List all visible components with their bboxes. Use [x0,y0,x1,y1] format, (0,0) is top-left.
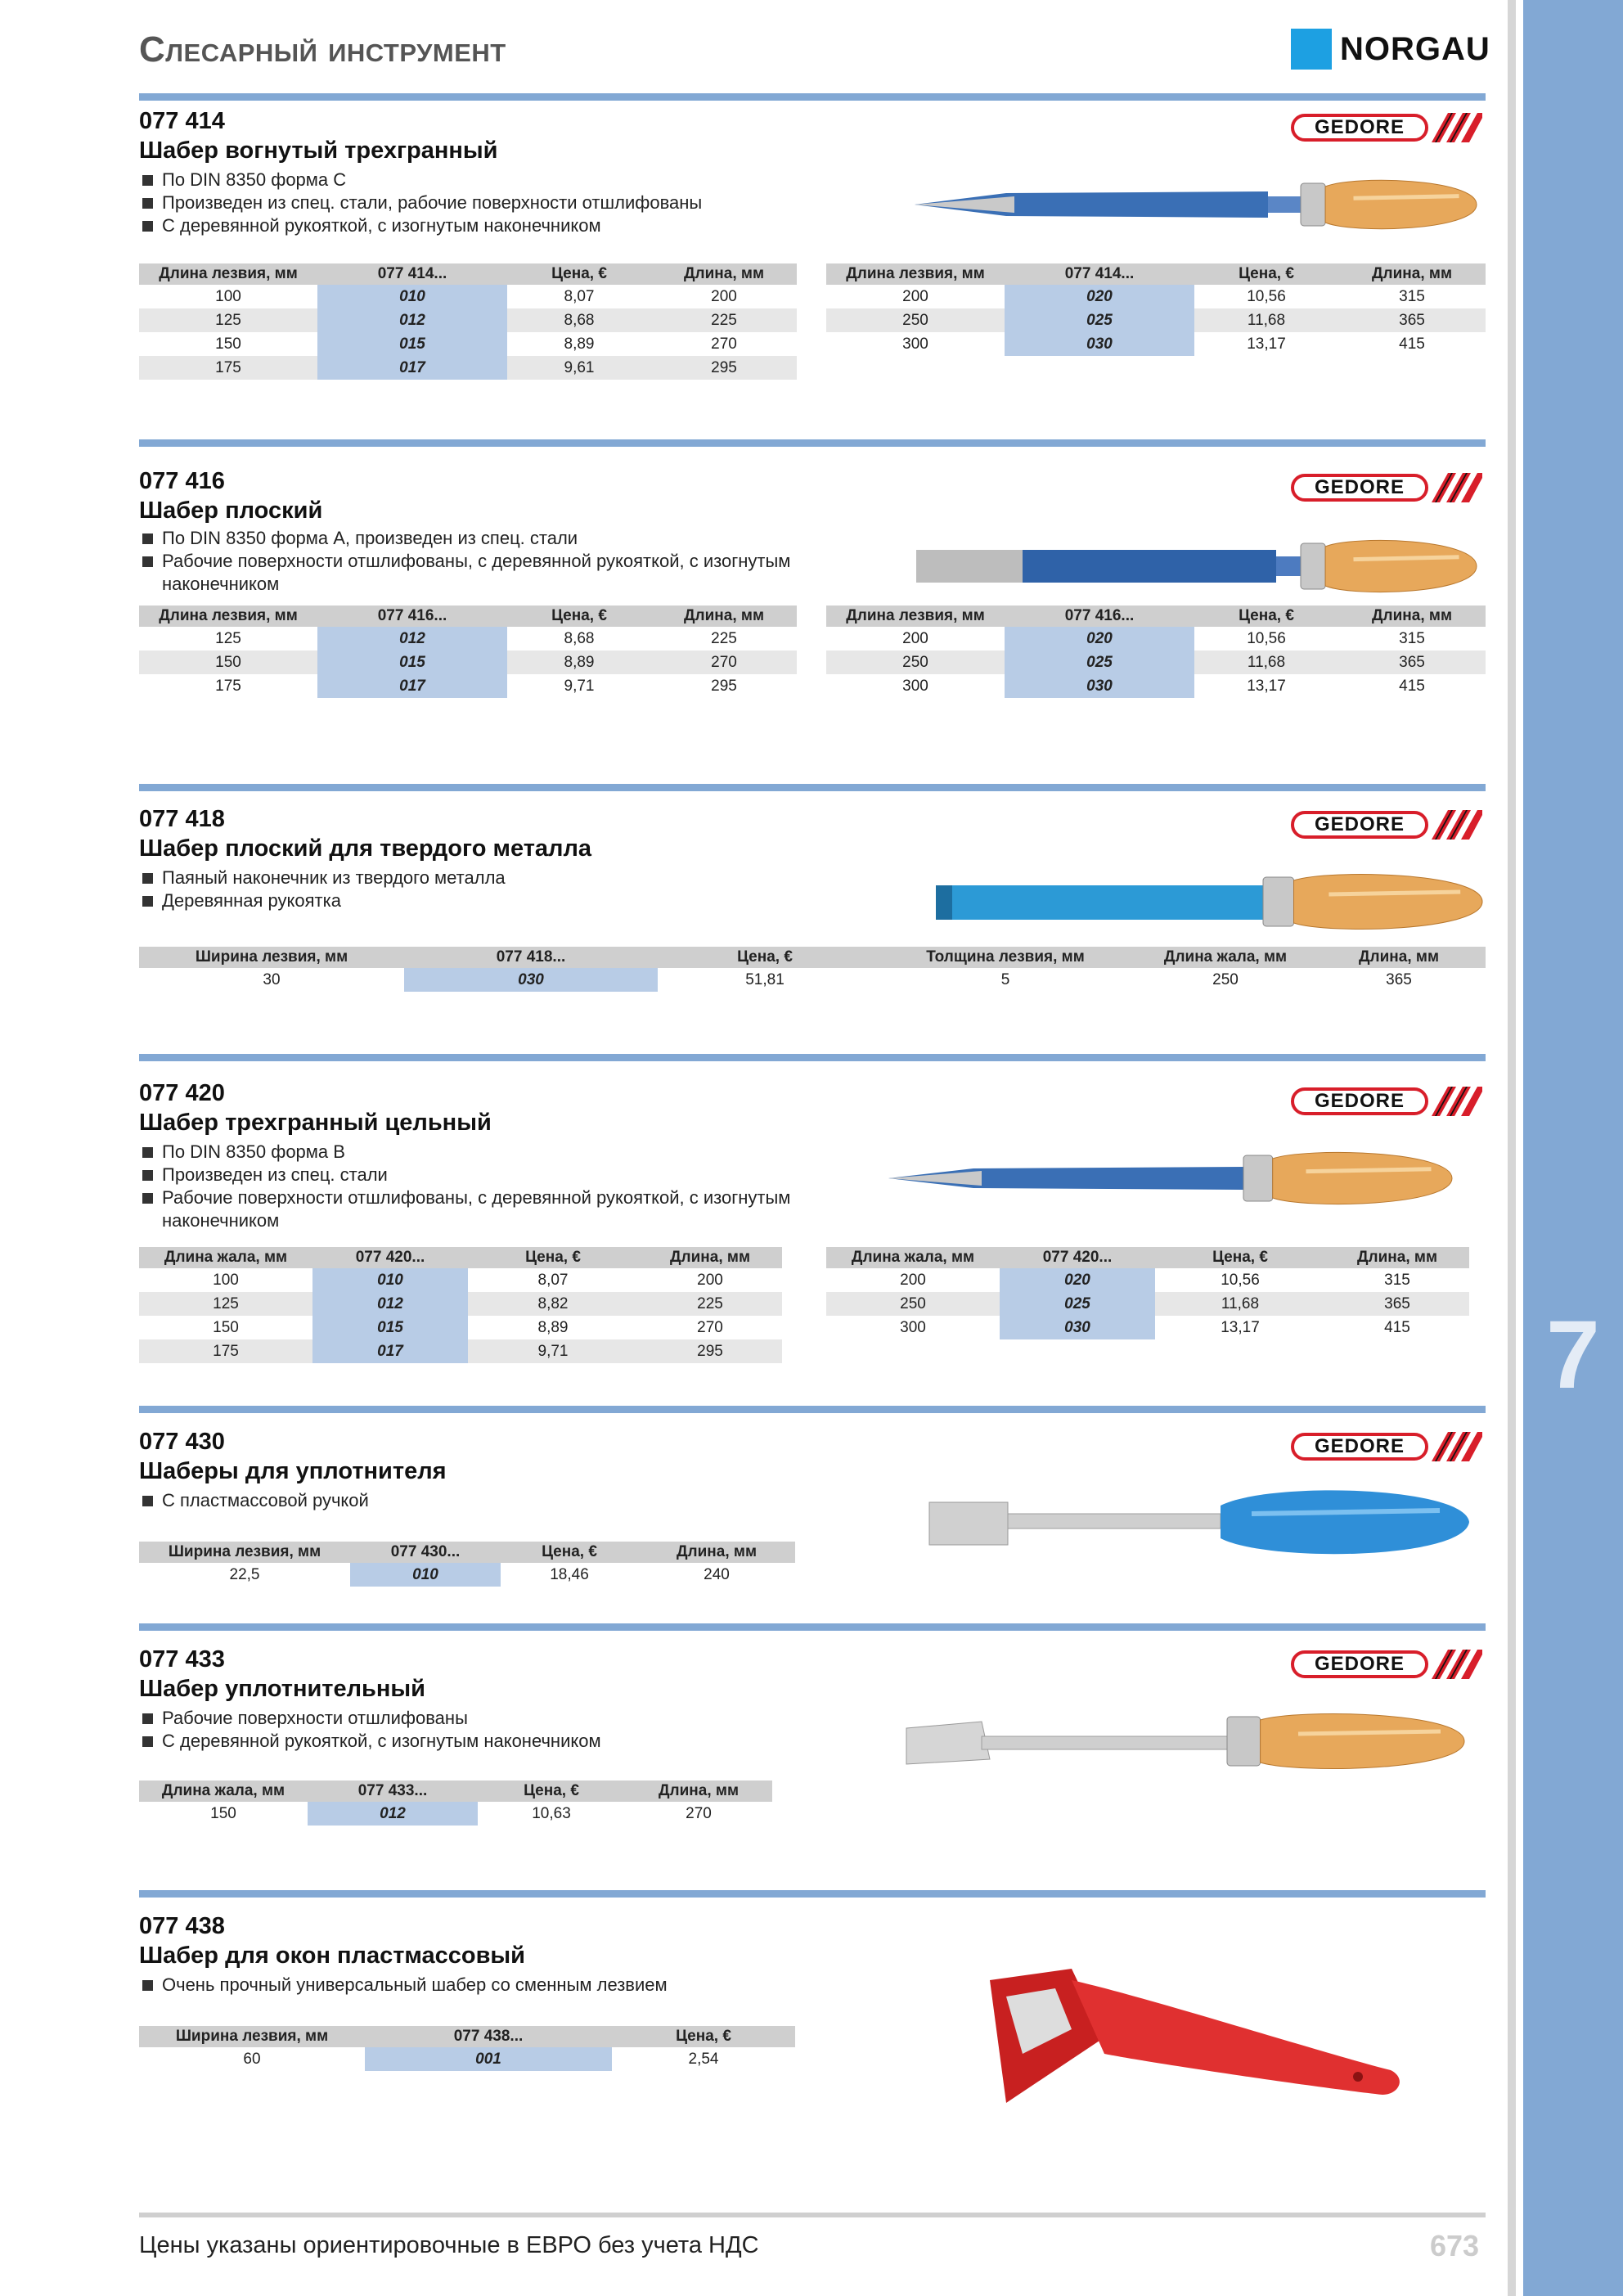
spec-table [139,606,797,698]
section-rule [139,1890,1486,1898]
table-row [139,1563,795,1587]
table-cell: 11,68 [1155,1292,1325,1316]
side-divider [1508,0,1516,2296]
article-code-cell: 001 [365,2047,612,2071]
product-name: Шабер для окон пластмассовый [139,1943,526,1969]
feature-item: По DIN 8350 форма В [142,1141,813,1164]
feature-item: Очень прочный универсальный шабер со сменным лезвием [142,1974,813,1997]
table-cell: 415 [1399,678,1425,695]
spec-table [139,1247,782,1363]
table-row [139,1292,782,1316]
spec-table [139,1781,772,1826]
table-cell: 200 [711,288,737,305]
table-cell: 11,68 [1194,651,1338,674]
feature-item: Произведен из спец. стали, рабочие поверхности отшлифованы [142,191,813,214]
table-cell: 13,17 [1221,1319,1260,1336]
gedore-wordmark: GEDORE [1291,474,1428,502]
feature-item: Произведен из спец. стали [142,1164,813,1186]
article-code-cell: 017 [312,1339,468,1363]
feature-item: Паяный наконечник из твердого металла [142,867,813,889]
table-row [139,968,1486,992]
table-row [139,674,797,698]
table-cell: 10,56 [1247,630,1286,647]
article-code-cell: 010 [312,1268,468,1292]
table-cell: 365 [1386,971,1412,988]
table-cell: 125 [215,630,241,647]
window-scraper-icon [982,1964,1407,2111]
table-header-row [139,606,797,627]
table-cell: 9,71 [564,678,595,695]
table-row [826,674,1486,698]
spec-table [826,606,1486,698]
gedore-wordmark: GEDORE [1291,1650,1428,1678]
table-cell: 175 [139,356,317,380]
table-row [139,2047,795,2071]
gedore-logo [1291,1085,1482,1118]
table-cell: 415 [1384,1319,1410,1336]
section-rule [139,93,1486,101]
column-header: Длина, мм [625,1781,772,1802]
gedore-wordmark: GEDORE [1291,114,1428,142]
gedore-slashes-icon [1432,113,1482,142]
feature-list [142,169,813,237]
table-cell: 51,81 [745,971,785,988]
table-row [139,627,797,651]
table-cell: 315 [1399,288,1425,305]
sealing-scraper-icon [900,1704,1472,1777]
feature-list [142,1974,813,1997]
gedore-logo [1291,111,1482,144]
section-rule [139,1054,1486,1061]
column-header: 077 438... [365,2026,612,2047]
table-row [826,1268,1469,1292]
feature-item: Рабочие поверхности отшлифованы, с деревянной рукояткой, с изогнутым наконечником [142,1186,813,1232]
article-code-cell: 017 [317,674,507,698]
table-cell: 270 [651,651,797,674]
article-code-cell: 010 [350,1563,501,1587]
table-cell: 175 [139,1339,312,1363]
table-cell: 200 [900,1272,926,1289]
feature-item: С деревянной рукояткой, с изогнутым наконечником [142,1730,813,1753]
article-code-cell: 012 [317,308,507,332]
gedore-logo [1291,471,1482,504]
chapter-number: 7 [1546,1301,1600,1409]
table-cell: 365 [1338,651,1486,674]
article-code-cell: 015 [312,1316,468,1339]
table-row [139,1268,782,1292]
column-header: 077 430... [350,1542,501,1563]
table-cell: 22,5 [229,1566,260,1583]
solid-triangular-scraper-icon [883,1146,1456,1211]
table-cell: 2,54 [688,2051,719,2068]
column-header: 077 414... [317,263,507,285]
table-cell: 8,07 [564,288,595,305]
column-header: 077 414... [1005,263,1194,285]
column-header: Длина лезвия, мм [826,263,1005,285]
table-cell: 200 [902,630,928,647]
table-row [826,332,1486,356]
column-header: Ширина лезвия, мм [139,947,404,968]
table-cell: 270 [711,335,737,353]
gedore-logo [1291,1648,1482,1681]
table-cell: 8,89 [537,1319,569,1336]
column-header: Толщина лезвия, мм [872,947,1139,968]
table-cell: 300 [902,678,928,695]
column-header: Длина жала, мм [139,1247,312,1268]
spec-table [139,1542,795,1587]
article-code-cell: 030 [1005,674,1194,698]
column-header: Длина лезвия, мм [139,263,317,285]
table-row [826,285,1486,308]
table-row [826,1316,1469,1339]
article-code-cell: 017 [317,356,507,380]
table-row [139,332,797,356]
table-cell: 295 [711,678,737,695]
gedore-wordmark: GEDORE [1291,1087,1428,1115]
table-cell: 60 [243,2051,261,2068]
column-header: Цена, € [1194,606,1338,627]
column-header: Цена, € [1155,1247,1325,1268]
column-header: 077 420... [312,1247,468,1268]
table-cell: 10,56 [1221,1272,1260,1289]
table-cell: 315 [1399,630,1425,647]
spec-table [826,1247,1469,1339]
table-header-row [139,1542,795,1563]
table-cell: 250 [826,651,1005,674]
column-header: Цена, € [478,1781,625,1802]
table-cell: 365 [1338,308,1486,332]
product-name: Шабер плоский для твердого металла [139,835,591,862]
product-name: Шаберы для уплотнителя [139,1458,447,1484]
feature-item: С пластмассовой ручкой [142,1489,813,1512]
table-row [826,308,1486,332]
column-header: Цена, € [468,1247,638,1268]
feature-list [142,527,813,596]
product-code: 077 430 [139,1429,225,1455]
table-header-row [139,1781,772,1802]
section-rule [139,784,1486,791]
table-cell: 250 [826,308,1005,332]
column-header: Ширина лезвия, мм [139,1542,350,1563]
article-code-cell: 030 [1000,1316,1155,1339]
article-code-cell: 010 [317,285,507,308]
article-code-cell: 015 [317,651,507,674]
column-header: Длина, мм [1338,263,1486,285]
carbide-scraper-icon [933,869,1486,934]
column-header: Цена, € [658,947,872,968]
product-code: 077 416 [139,468,225,494]
table-cell: 175 [215,678,241,695]
product-code: 077 420 [139,1080,225,1106]
table-cell: 9,61 [507,356,651,380]
section-rule [139,1623,1486,1631]
spec-table [139,263,797,380]
table-cell: 240 [704,1566,730,1583]
article-code-cell: 030 [404,968,658,992]
article-code-cell: 020 [1005,627,1194,651]
page-number: 673 [1430,2229,1480,2262]
gedore-wordmark: GEDORE [1291,811,1428,839]
gedore-slashes-icon [1432,1432,1482,1461]
article-code-cell: 025 [1005,308,1194,332]
table-cell: 5 [1000,971,1010,988]
gedore-logo [1291,1430,1482,1463]
column-header: Длина, мм [651,606,797,627]
table-cell: 225 [651,308,797,332]
table-row [139,285,797,308]
article-code-cell: 012 [308,1802,478,1826]
product-name: Шабер плоский [139,497,323,524]
table-cell: 300 [900,1319,926,1336]
feature-list [142,867,813,912]
table-header-row [139,947,1486,968]
feature-item: По DIN 8350 форма А, произведен из спец. стали [142,527,813,550]
section-rule [139,439,1486,447]
table-cell: 8,89 [507,651,651,674]
triangular-scraper-icon [908,172,1481,237]
column-header: 077 420... [1000,1247,1155,1268]
gedore-slashes-icon [1432,1087,1482,1116]
column-header: 077 416... [317,606,507,627]
table-cell: 10,63 [532,1805,571,1822]
column-header: Цена, € [507,263,651,285]
table-cell: 8,82 [468,1292,638,1316]
norgau-wordmark: NORGAU [1340,30,1490,67]
table-cell: 300 [902,335,928,353]
table-cell: 30 [263,971,281,988]
column-header: Длина, мм [651,263,797,285]
feature-item: Рабочие поверхности отшлифованы [142,1707,813,1730]
table-cell: 150 [215,335,241,353]
section-rule [139,1406,1486,1413]
column-header: Цена, € [501,1542,638,1563]
norgau-logo [1291,28,1490,70]
column-header: 077 416... [1005,606,1194,627]
table-cell: 11,68 [1194,308,1338,332]
column-header: Длина жала, мм [826,1247,1000,1268]
feature-item: По DIN 8350 форма С [142,169,813,191]
product-code: 077 433 [139,1646,225,1672]
table-header-row [826,606,1486,627]
gedore-logo [1291,808,1482,841]
article-code-cell: 025 [1000,1292,1155,1316]
table-cell: 270 [697,1319,723,1336]
footer-note: Цены указаны ориентировочные в ЕВРО без учета НДС [139,2232,759,2258]
column-header: Длина, мм [1325,1247,1469,1268]
product-code: 077 414 [139,108,225,134]
table-cell: 150 [139,651,317,674]
norgau-square-icon [1291,29,1332,70]
table-row [139,651,797,674]
table-cell: 8,68 [507,308,651,332]
table-cell: 18,46 [550,1566,589,1583]
column-header: 077 433... [308,1781,478,1802]
article-code-cell: 012 [312,1292,468,1316]
column-header: Цена, € [612,2026,795,2047]
feature-item: Рабочие поверхности отшлифованы, с деревянной рукояткой, с изогнутым наконечником [142,550,813,596]
column-header: Длина, мм [638,1247,782,1268]
feature-item: Деревянная рукоятка [142,889,813,912]
table-cell: 225 [711,630,737,647]
table-cell: 100 [215,288,241,305]
product-name: Шабер трехгранный цельный [139,1110,492,1136]
table-cell: 125 [139,308,317,332]
spec-table [139,2026,795,2071]
column-header: Длина лезвия, мм [139,606,317,627]
table-cell: 10,56 [1247,288,1286,305]
table-cell: 315 [1384,1272,1410,1289]
product-code: 077 438 [139,1913,225,1939]
table-row [139,1339,782,1363]
table-row [139,356,797,380]
article-code-cell: 012 [317,627,507,651]
table-cell: 8,68 [564,630,595,647]
table-cell: 9,71 [468,1339,638,1363]
table-cell: 13,17 [1247,678,1286,695]
table-cell: 225 [638,1292,782,1316]
article-code-cell: 020 [1005,285,1194,308]
spec-table [826,263,1486,356]
product-name: Шабер вогнутый трехгранный [139,137,498,164]
table-cell: 100 [213,1272,239,1289]
column-header: Цена, € [1194,263,1338,285]
article-code-cell: 030 [1005,332,1194,356]
sealant-scraper-icon [924,1481,1481,1563]
table-header-row [826,1247,1469,1268]
table-row [139,308,797,332]
product-code: 077 418 [139,806,225,832]
gedore-slashes-icon [1432,1650,1482,1679]
table-row [826,1292,1469,1316]
feature-list [142,1707,813,1753]
product-name: Шабер уплотнительный [139,1676,425,1702]
column-header: Длина жала, мм [139,1781,308,1802]
gedore-wordmark: GEDORE [1291,1433,1428,1461]
spec-table [139,947,1486,992]
table-cell: 150 [210,1805,236,1822]
feature-list [142,1141,813,1232]
footer-rule [139,2213,1486,2217]
table-cell: 8,89 [564,335,595,353]
table-header-row [826,263,1486,285]
table-row [139,1802,772,1826]
table-cell: 295 [651,356,797,380]
column-header: Цена, € [507,606,651,627]
feature-item: С деревянной рукояткой, с изогнутым наконечником [142,214,813,237]
table-cell: 150 [213,1319,239,1336]
table-cell: 250 [826,1292,1000,1316]
gedore-slashes-icon [1432,810,1482,840]
column-header: Длина, мм [1338,606,1486,627]
table-cell: 415 [1399,335,1425,353]
column-header: Ширина лезвия, мм [139,2026,365,2047]
column-header: Длина лезвия, мм [826,606,1005,627]
article-code-cell: 025 [1005,651,1194,674]
table-row [826,627,1486,651]
table-cell: 295 [638,1339,782,1363]
feature-list [142,1489,813,1512]
table-cell: 270 [686,1805,712,1822]
table-cell: 365 [1325,1292,1469,1316]
article-code-cell: 020 [1000,1268,1155,1292]
gedore-slashes-icon [1432,473,1482,502]
table-cell: 13,17 [1247,335,1286,353]
article-code-cell: 015 [317,332,507,356]
table-cell: 200 [697,1272,723,1289]
table-header-row [139,263,797,285]
column-header: Длина, мм [1312,947,1486,968]
column-header: Длина, мм [638,1542,795,1563]
table-cell: 200 [902,288,928,305]
chapter-band [1523,0,1623,2296]
table-row [826,651,1486,674]
table-row [139,1316,782,1339]
column-header: 077 418... [404,947,658,968]
table-cell: 125 [139,1292,312,1316]
flat-scraper-icon [908,533,1481,599]
table-cell: 250 [1212,971,1239,988]
table-header-row [139,2026,795,2047]
table-header-row [139,1247,782,1268]
column-header: Длина жала, мм [1139,947,1312,968]
page-title: Слесарный инструмент [139,29,506,70]
table-cell: 8,07 [537,1272,569,1289]
